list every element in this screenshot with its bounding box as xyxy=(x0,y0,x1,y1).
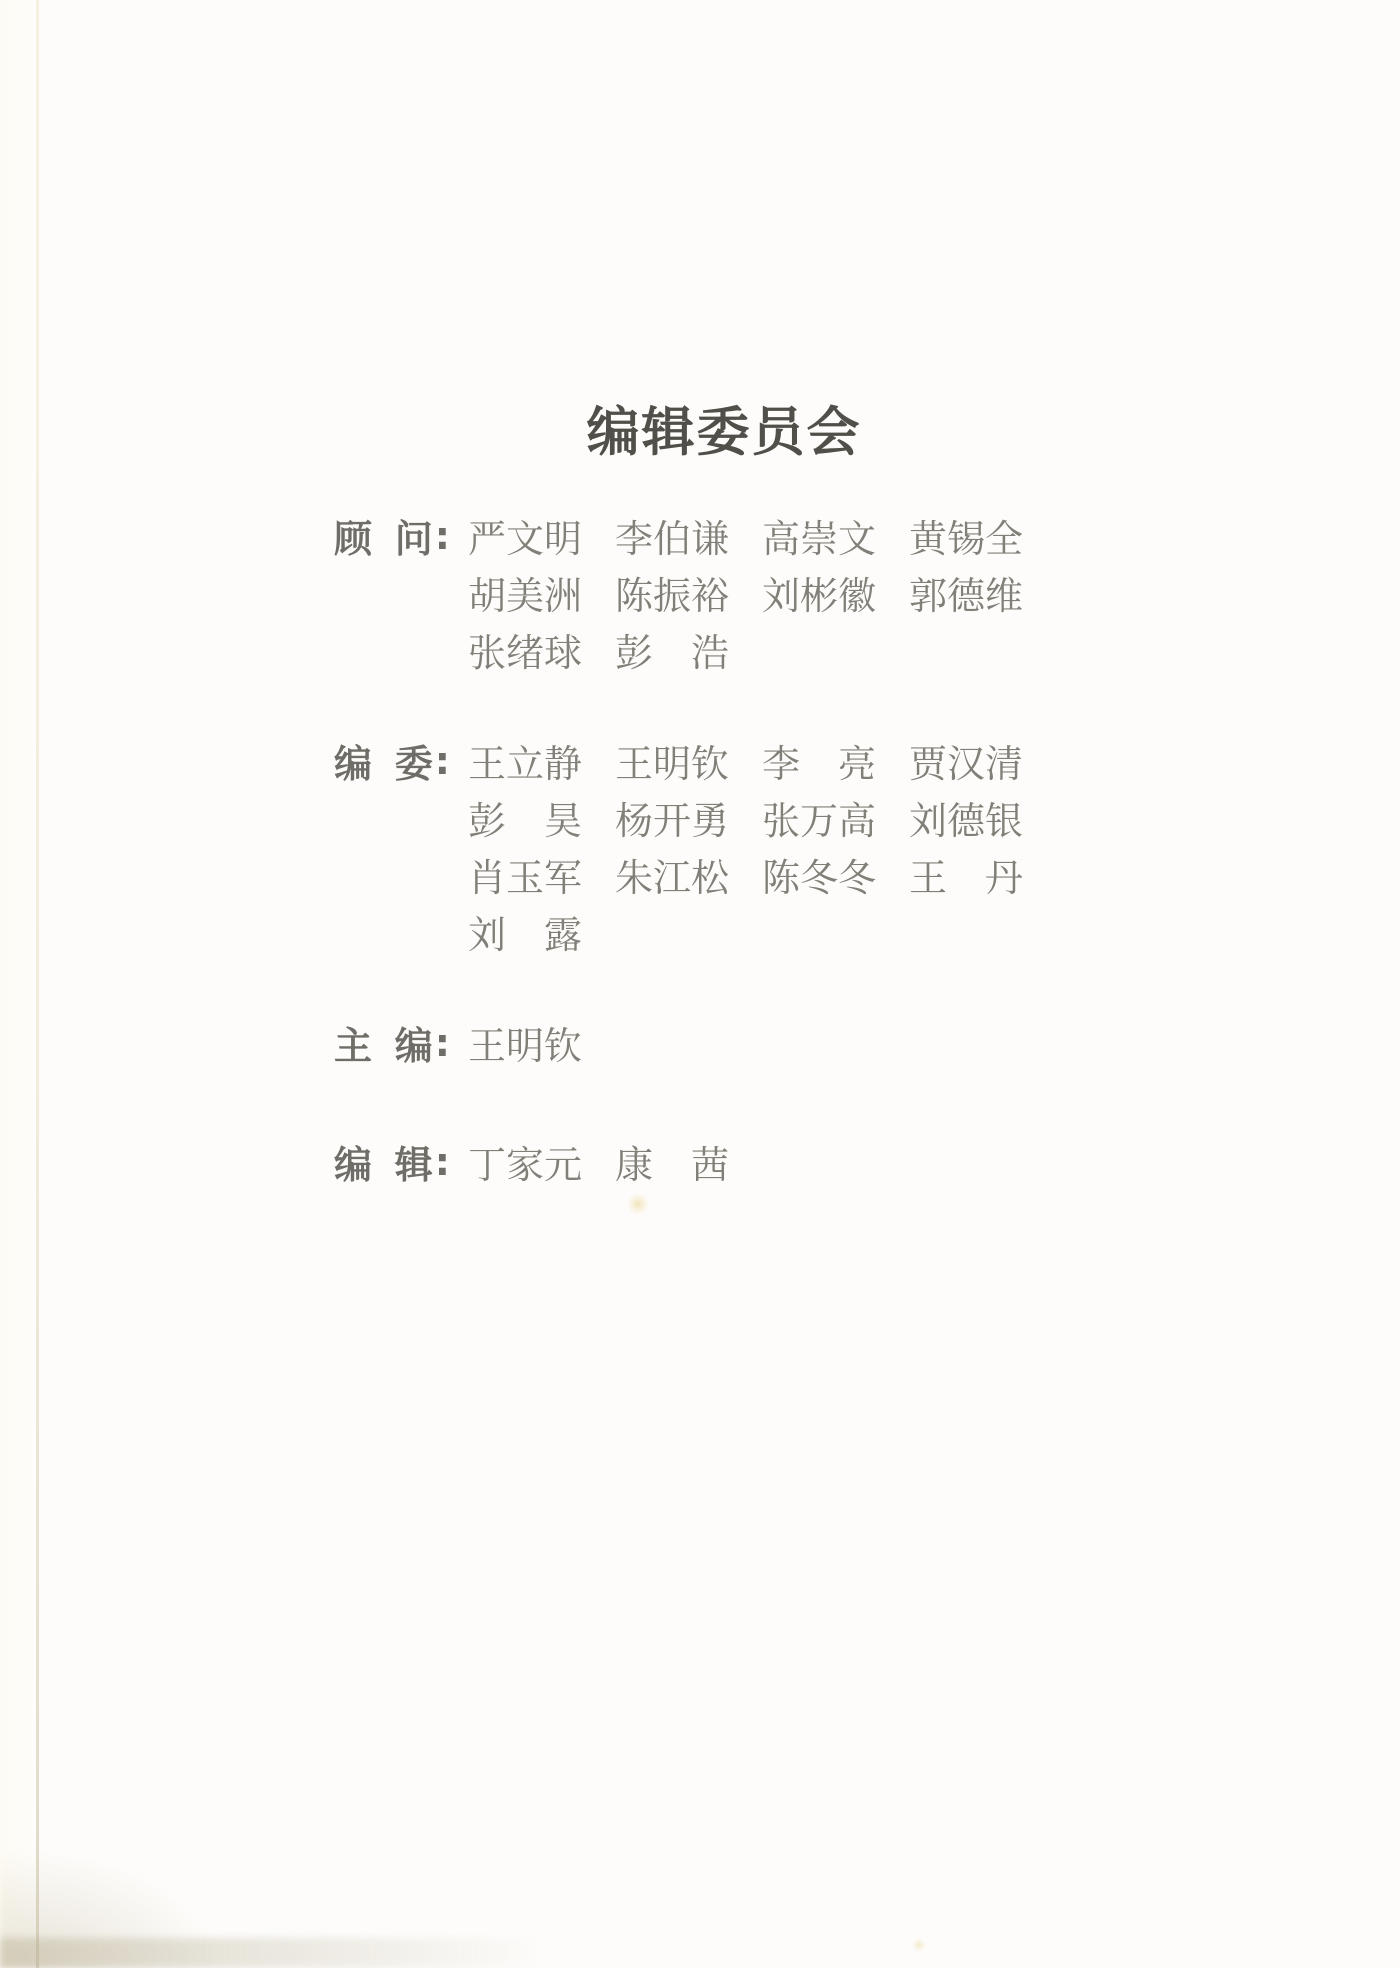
label-char: 编 xyxy=(334,1143,373,1187)
person-name: 康 茜 xyxy=(615,1143,729,1187)
label-colon: : xyxy=(434,1020,450,1065)
person-name: 王明钦 xyxy=(615,742,730,786)
label-char: 顾 xyxy=(334,517,373,561)
person-name: 杨开勇 xyxy=(615,799,730,843)
person-name: 刘德银 xyxy=(909,799,1024,843)
person-name: 丁家元 xyxy=(468,1143,583,1187)
chief-editor-label xyxy=(334,1014,450,1071)
label-colon: : xyxy=(434,738,450,783)
person-name: 彭 浩 xyxy=(615,631,729,675)
person-name: 肖玉军 xyxy=(468,856,583,900)
name-row xyxy=(468,564,1023,621)
editors-label xyxy=(334,1133,450,1190)
section-editorial-board xyxy=(334,732,1024,960)
page-title: 编辑委员会 xyxy=(586,401,862,463)
person-name: 黄锡全 xyxy=(909,517,1024,561)
person-name: 张绪球 xyxy=(468,631,583,675)
person-name: 李伯谦 xyxy=(615,517,730,561)
paper-stain-speck xyxy=(912,1938,926,1952)
board-label xyxy=(334,732,450,789)
name-row xyxy=(468,507,1023,564)
person-name: 胡美洲 xyxy=(468,574,583,618)
label-colon: : xyxy=(434,1139,450,1184)
label-colon: : xyxy=(434,513,450,558)
name-row xyxy=(468,789,1023,846)
label-char: 问 xyxy=(394,517,433,561)
label-char: 编 xyxy=(394,1024,433,1068)
person-name: 刘彬徽 xyxy=(762,574,877,618)
advisors-label xyxy=(334,507,450,564)
person-name: 王立静 xyxy=(468,742,583,786)
section-editors xyxy=(334,1133,729,1190)
page-left-edge xyxy=(0,0,36,1968)
label-char: 委 xyxy=(394,742,433,786)
section-chief-editor xyxy=(334,1014,583,1071)
person-name: 朱江松 xyxy=(615,856,730,900)
person-name: 刘 露 xyxy=(468,913,582,957)
person-name: 高崇文 xyxy=(762,517,877,561)
name-row xyxy=(468,732,1023,789)
label-char: 主 xyxy=(334,1024,373,1068)
paper-stain-speck xyxy=(628,1192,648,1216)
name-row xyxy=(468,1133,729,1190)
person-name: 王明钦 xyxy=(468,1024,583,1068)
label-char: 编 xyxy=(334,742,373,786)
person-name: 陈振裕 xyxy=(615,574,730,618)
person-name: 李 亮 xyxy=(762,742,876,786)
person-name: 张万高 xyxy=(762,799,877,843)
name-row xyxy=(468,903,1023,960)
name-row xyxy=(468,621,1023,678)
person-name: 郭德维 xyxy=(909,574,1024,618)
name-row xyxy=(468,1014,582,1071)
person-name: 陈冬冬 xyxy=(762,856,877,900)
person-name: 彭 昊 xyxy=(468,799,582,843)
gutter-crease-line xyxy=(36,0,39,1968)
section-advisors xyxy=(334,507,1024,678)
person-name: 贾汉清 xyxy=(909,742,1024,786)
scan-corner-shadow xyxy=(0,1848,220,1968)
person-name: 严文明 xyxy=(468,517,583,561)
label-char: 辑 xyxy=(394,1143,433,1187)
name-row xyxy=(468,846,1023,903)
person-name: 王 丹 xyxy=(909,856,1023,900)
